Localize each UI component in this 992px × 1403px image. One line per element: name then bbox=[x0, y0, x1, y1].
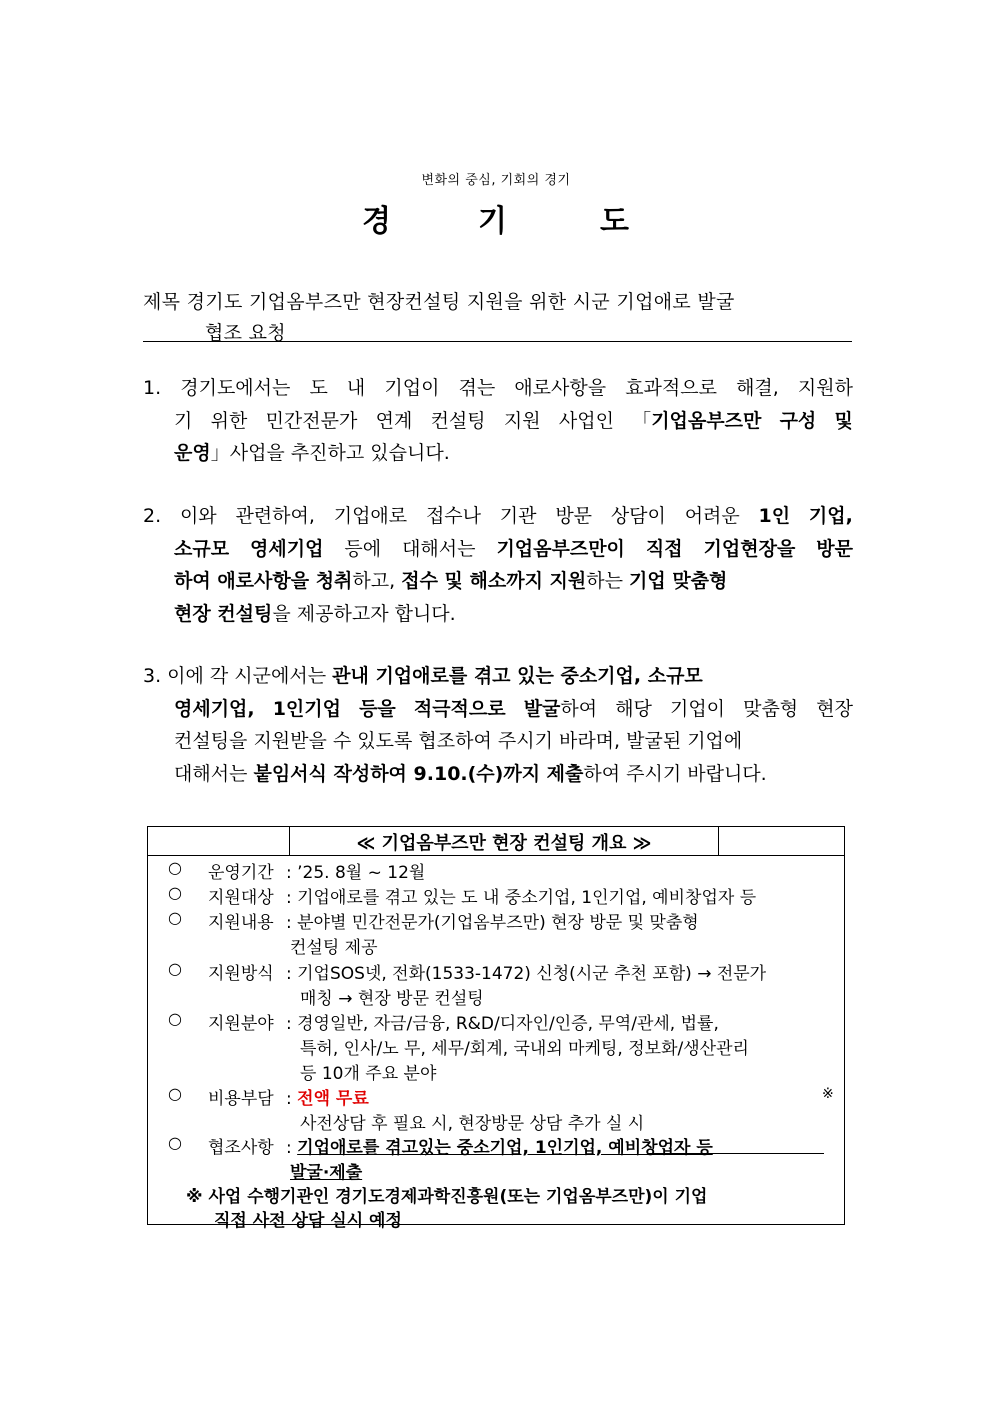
para3-row-3: 컨설팅을 지원받을 수 있도록 협조하여 주시기 바라며, 발굴된 기업에 bbox=[174, 730, 743, 752]
word: 해결, bbox=[736, 377, 779, 399]
bold-word: 기업, bbox=[808, 505, 853, 527]
word: 어려운 bbox=[684, 505, 740, 527]
free-of-charge: 전액 무료 bbox=[297, 1089, 369, 1109]
item-label: 협조사항 bbox=[208, 1138, 274, 1158]
bold-word: 등을 bbox=[359, 697, 396, 720]
word: 1. bbox=[143, 377, 162, 399]
word: 민간전문가 bbox=[265, 409, 358, 432]
word: 애로사항을 bbox=[514, 377, 607, 399]
para3-row-4 bbox=[143, 758, 853, 791]
word: 기 bbox=[174, 409, 193, 432]
text: 하는 bbox=[586, 570, 629, 592]
item-value-cont: 발굴·제출 bbox=[290, 1163, 363, 1183]
word: 도 bbox=[309, 377, 328, 399]
text: 하고, bbox=[352, 570, 402, 592]
word: 현장 bbox=[816, 697, 853, 720]
bold-word: 기업옴부즈만이 bbox=[496, 537, 625, 560]
para1-row-2 bbox=[143, 405, 853, 438]
text: 대해서는 bbox=[174, 762, 254, 785]
para1-row-3 bbox=[143, 437, 853, 470]
word: 연계 bbox=[375, 409, 413, 432]
summary-box bbox=[147, 826, 845, 1231]
bullet-circle: ○ bbox=[168, 1009, 182, 1028]
item-value: : 기업SOS넷, 전화(1533-1472) 신청(시군 추천 포함) → 전문가 bbox=[286, 964, 767, 984]
bold-text: 접수 및 해소까지 지원 bbox=[401, 570, 587, 592]
bold-word: 1인 bbox=[758, 505, 791, 527]
para2-row-4 bbox=[143, 598, 853, 631]
item-label: 지원내용 bbox=[208, 913, 274, 933]
bold-text: 운영 bbox=[174, 442, 211, 464]
bold-word: 구성 bbox=[779, 409, 817, 432]
bold-word: 방문 bbox=[816, 537, 853, 560]
bold-word: 영세기업, bbox=[174, 697, 255, 720]
bullet-circle: ○ bbox=[168, 858, 182, 877]
slogan: 변화의 중심, 기회의 경기 bbox=[421, 173, 571, 188]
item-value: : 경영일반, 자금/금융, R&D/디자인/인증, 무역/관세, 법률, bbox=[286, 1014, 719, 1034]
word: 위한 bbox=[210, 409, 248, 432]
word: 지원 bbox=[503, 409, 541, 432]
bullet-circle: ○ bbox=[168, 883, 182, 902]
bracket: 「 bbox=[632, 409, 652, 432]
summary-box-header bbox=[148, 827, 844, 856]
word: 대해서는 bbox=[402, 537, 476, 560]
item-value-cont: 특허, 인사/노 무, 세무/회계, 국내외 마케팅, 정보화/생산관리 bbox=[300, 1039, 749, 1059]
bold-word: 1인기업 bbox=[272, 697, 341, 720]
bold-word: 발굴 bbox=[523, 697, 561, 720]
bold-text: 관내 기업애로를 겪고 있는 중소기업, 소규모 bbox=[332, 665, 703, 687]
word: 해당 bbox=[615, 697, 652, 720]
reference-mark: ※ bbox=[822, 1086, 834, 1102]
bold-text: 기업 맞춤형 bbox=[629, 570, 728, 592]
para1-row-1 bbox=[143, 372, 853, 405]
word: 경기도에서는 bbox=[180, 377, 291, 399]
bullet-circle: ○ bbox=[168, 1133, 182, 1152]
bold-word: 소규모 bbox=[174, 537, 230, 560]
item-label: 지원분야 bbox=[208, 1014, 274, 1034]
word: 맞춤형 bbox=[743, 697, 799, 720]
word bbox=[524, 693, 597, 726]
bold-word: 직접 bbox=[645, 537, 683, 560]
bold-text: 붙임서식 작성하여 9.10.(수)까지 제출 bbox=[253, 762, 584, 785]
item-label: 운영기간 bbox=[208, 863, 274, 883]
bold-word: 및 bbox=[834, 409, 853, 432]
word: 상담이 bbox=[610, 505, 666, 527]
bold-word: 기업현장을 bbox=[703, 537, 796, 560]
word: 기업이 bbox=[669, 697, 726, 720]
underline-rule bbox=[648, 1153, 824, 1154]
word: 이와 bbox=[179, 505, 217, 527]
bullet-circle: ○ bbox=[168, 908, 182, 927]
word: 지원하 bbox=[797, 377, 853, 399]
subject-rule bbox=[143, 341, 852, 342]
para2-row-3 bbox=[143, 565, 853, 598]
word: 기업애로 bbox=[333, 505, 408, 527]
bold-word: 영세기업 bbox=[250, 537, 324, 560]
item-value-cont: 등 10개 주요 분야 bbox=[300, 1064, 437, 1084]
bold-word: 기업옴부즈만 bbox=[651, 409, 762, 432]
item-value: : 분야별 민간전문가(기업옴부즈만) 현장 방문 및 맞춤형 bbox=[286, 913, 699, 933]
para2-row-2 bbox=[143, 533, 853, 566]
subject-line-2: 협조 요청 bbox=[205, 322, 286, 344]
word: 접수나 bbox=[425, 505, 481, 527]
bold-text: 하여 애로사항을 청취 bbox=[174, 570, 353, 592]
item-value: : 기업애로를 겪고 있는 도 내 중소기업, 1인기업, 예비창업자 등 bbox=[286, 888, 757, 908]
bullet-circle: ○ bbox=[168, 1084, 182, 1103]
word: 기관 bbox=[499, 505, 537, 527]
item-label: 비용부담 bbox=[208, 1089, 274, 1109]
text: 3. 이에 각 시군에서는 bbox=[143, 665, 333, 687]
word: 하여 bbox=[560, 697, 598, 720]
word: 사업인 bbox=[558, 409, 614, 432]
org-name-char-1: 경 bbox=[362, 204, 391, 239]
word: 기업이 bbox=[384, 377, 440, 399]
bold-text: 현장 컨설팅 bbox=[174, 602, 273, 625]
cooperation-text: 기업애로를 겪고있는 중소기업, 1인기업, 예비창업자 등 bbox=[297, 1138, 713, 1158]
paragraph-3 bbox=[143, 660, 853, 790]
bold-word: 적극적으로 bbox=[413, 697, 506, 720]
colon: : bbox=[286, 1089, 298, 1109]
word: 2. bbox=[143, 505, 162, 527]
item-value-cont: 매칭 → 현장 방문 컨설팅 bbox=[300, 989, 484, 1009]
item-value: : ’25. 8월 ~ 12월 bbox=[286, 863, 426, 883]
word: 겪는 bbox=[458, 377, 496, 399]
bullet-circle: ○ bbox=[168, 959, 182, 978]
paragraph-1 bbox=[143, 372, 853, 470]
item-value-cont: 컨설팅 제공 bbox=[290, 938, 378, 958]
subject-text-1: 경기도 기업옴부즈만 현장컨설팅 지원을 위한 시군 기업애로 발굴 bbox=[186, 291, 735, 313]
word: 컨설팅 bbox=[430, 409, 486, 432]
item-value bbox=[286, 1084, 369, 1109]
word: 등에 bbox=[344, 537, 382, 560]
org-name-char-2: 기 bbox=[478, 204, 507, 239]
para3-row-1 bbox=[143, 660, 853, 693]
subject-label: 제목 bbox=[143, 291, 181, 313]
item-label: 지원대상 bbox=[208, 888, 274, 908]
word: 내 bbox=[346, 377, 366, 399]
item-value-cont: 사전상담 후 필요 시, 현장방문 상담 추가 실 시 bbox=[300, 1114, 645, 1134]
item-label: 지원방식 bbox=[208, 964, 274, 984]
paragraph-2 bbox=[143, 500, 853, 630]
header-cell-left bbox=[148, 827, 290, 855]
colon: : bbox=[286, 1138, 298, 1158]
note-line-1: ※ 사업 수행기관인 경기도경제과학진흥원(또는 기업옴부즈만)이 기업 bbox=[186, 1187, 708, 1207]
summary-box-title: ≪ 기업옴부즈만 현장 컨설팅 개요 ≫ bbox=[356, 833, 652, 854]
item-value bbox=[286, 1133, 713, 1158]
text: 하여 주시기 바랍니다. bbox=[583, 762, 767, 785]
text: 」사업을 추진하고 있습니다. bbox=[210, 442, 450, 464]
para3-row-2 bbox=[143, 693, 853, 726]
subject-line-1 bbox=[143, 287, 735, 314]
word: 방문 bbox=[555, 505, 593, 527]
text: 을 제공하고자 합니다. bbox=[272, 602, 456, 625]
word: 관련하여, bbox=[235, 505, 315, 527]
word: 효과적으로 bbox=[625, 377, 717, 399]
word bbox=[632, 405, 761, 438]
note-line-2: 직접 사전 상담 실시 예정 bbox=[214, 1211, 402, 1231]
org-name-char-3: 도 bbox=[600, 204, 629, 239]
para2-row-1 bbox=[143, 500, 853, 533]
header-cell-right bbox=[718, 827, 845, 855]
